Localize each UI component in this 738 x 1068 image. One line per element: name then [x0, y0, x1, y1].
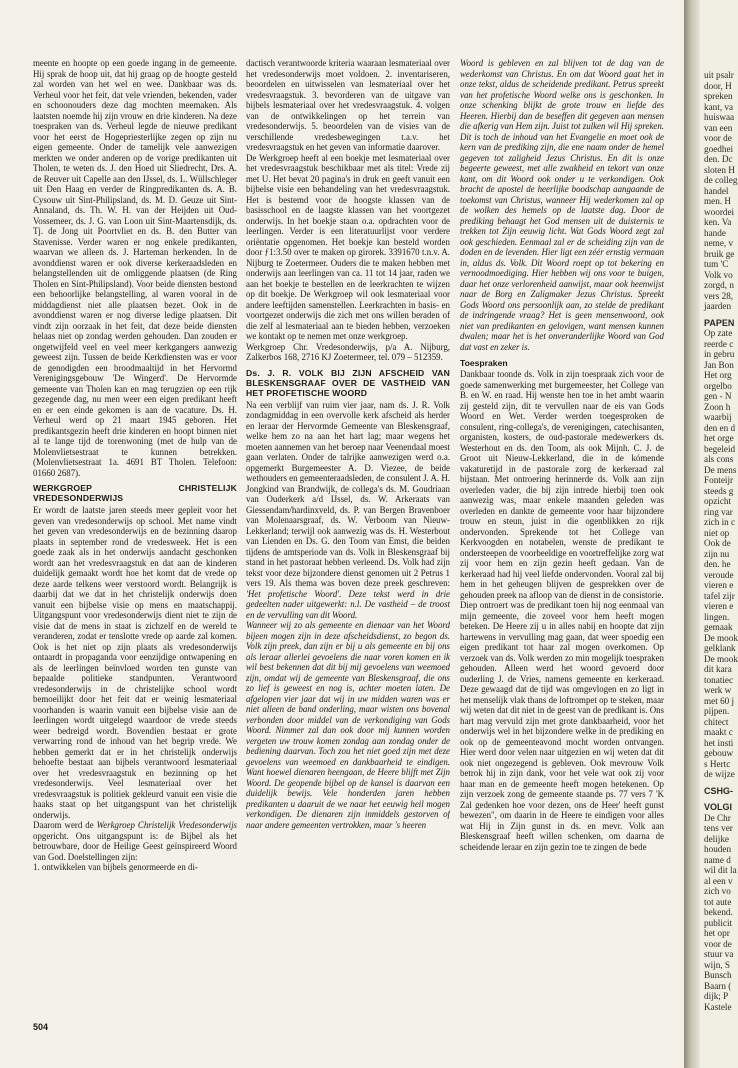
adjacent-page-fragment: veroude — [704, 569, 734, 580]
column-1-intro-paragraph: meente en hoopte op een goede ingang in de gemeente. Hij sprak de hoop uit, dat hij graag op de hoogte gesteld zal worden van het wel en wee. Dankbaar was ds. Verheul voor het feit, dat vele vrienden, bekenden, vader en schoonouders deze dag mochten meemaken. Als laatsten noemde hij zijn vrouw en drie kinderen. Na deze toespraken van ds. Verheul legde de nieuwe predikant voor het eerst de Hogepriesterlijke zegen op zijn nu eigen gemeente. Onder de tamelijk vele aanwezigen merkten we onder anderen op de vorige predikanten uit Tholen, te weten ds. J. den Hoed uit Sliedrecht, Drs. A. de Reuver uit Capelle aan den IJssel, ds. L. Wüllschleger uit Den Haag en verder de Ringpredikanten ds. A. B. Cysouw uit Sint-Philipsland, ds. M. D. Geuze uit Sint-Annaland, ds. Th. W. H. van der Heijden uit Oud-Vossemeer, ds. J. G. van Loon uit Sint-Maartensdijk, ds. Tj. de Jong uit Poortvliet en ds. B. den Butter van Stavenisse. Verder waren er nog enkele predikanten, waarvan we alleen ds. J. Harteman herkenden. In de avonddienst waren er ook diverse kerkeraadsleden en belangstellenden uit de omliggende plaatsen (de Ring Tholen en Sint-Philipsland). Voor beide diensten bestond een behoorlijke belangstelling, al waren vooral in de middagdienst niet alle plaatsen bezet. Ook in de avonddienst waren er nog diverse ledige plaatsen. Dit vindt zijn oorzaak in het feit, dat deze beide diensten helaas niet op zondag werden gehouden. Dan zouden er ongetwijfeld veel en veel meer kerkgangers aanwezig geweest zijn. Tussen de beide Kerkdiensten was er voor de genodigden een broodmaaltijd in het Hervormd Verenigingsgebouw 'De Wingerd'. De Hervormde gemeente van Tholen kan en mag terugzien op een rijk gezegende dag, nu men weer een eigen predikant heeft en er een einde gekomen is aan de vacature. Ds. H. Verheul werd op 21 maart 1945 geboren. Het predikantsgezin heeft drie kinderen en hoopt binnen niet al te lange tijd de torenwoning (met de hulp van de Molenvlietsestraat te kunnen betrekken. (Molenvlietsestraat 1a. 4691 BT Tholen. Telefoon: 01660 2687). — [33, 58, 237, 478]
adjacent-page-fragment: begeleid — [704, 443, 736, 454]
adjacent-page-fragment: s Hertc — [704, 758, 731, 769]
adjacent-page-fragment: waarbij — [704, 412, 732, 422]
adjacent-page-fragment: de colleg — [704, 175, 738, 185]
adjacent-page-fragment: orgelbo — [704, 380, 732, 391]
adjacent-page-fragment: gemaak — [704, 622, 733, 632]
adjacent-page-fragment: hande — [704, 227, 726, 238]
adjacent-page-fragment: als cons — [704, 454, 734, 464]
adjacent-page-fragment: spreken — [704, 91, 733, 101]
adjacent-page-fragment: houden — [704, 844, 732, 854]
book-gutter — [684, 0, 700, 1068]
adjacent-page-fragment: neme, v — [704, 238, 734, 248]
doelstellingen-list: dactisch verantwoorde kriteria waaraan lesmateriaal over het vredesonderwijs moet voldoen. 2. inventariseren, beoordelen en uitwisselen van lesmateriaal over het vredesvraagstuk. 3. bevorderen van de uitgave van bijbels lesmateriaal over het vredesvraagstuk. 4. volgen van de ontwikkelingen op het terrein van vredesonderwijs. 5. beoordelen van de visies van de verschillende vredesbewegingen t.a.v. het vredesvraagstuk en het geven van informatie daarover. — [246, 58, 450, 152]
adjacent-page-fragment: zorgd, n — [704, 280, 734, 290]
adjacent-page-fragment: uit psalr — [704, 70, 734, 80]
adjacent-page-fragment: handel — [704, 185, 729, 196]
adjacent-page-fragment: Volk vo — [704, 269, 733, 280]
adjacent-page-fragment: Zoon h — [704, 401, 731, 412]
adjacent-page-fragment: huiswaa — [704, 112, 735, 122]
preek-continued-paragraph: Woord is gebleven en zal blijven tot de dag van de wederkomst van Christus. En om dat Woord gaat het in onze tekst, aldus de scheidende predikant. Petrus spreekt van het profetische Woord welke ons is geschonken. In onze schenking blijkt de grote trouw en liefde des Heeren. Hierbij dan de beseffen dit gegeven aan mensen die afkerig van Hem zijn. Juist tot zulken wil Hij spreken. Dit is toch de inhoud van het Evangelie en moet ook de kern van de prediking zijn, die ene naam onder de hemel gegeven tot zaligheid Jezus Christus. En dit is onze begeerte geweest, met alle zwakheid en tekort van onze kant, om dit Woord ook onder u te verkondigen. Ook bracht de apostel de heerlijke boodschap aangaande de toekomst van Christus, wanneer Hij wederkomen zal op de wolken des hemels op de laatste dag. Door de prediking behaagt het God mensen uit de duisternis te trekken tot Zijn eeuwig licht. Wat Gods Woord zegt zal ook geschieden. Eenmaal zal er de scheiding zijn van de doden en de levenden. Hier ligt een zéér ernstig vermaan in, aldus ds. Volk. Dit Woord roept op tot bekering en vernoodmoediging. Hier hebben wij ons voor te buigen, daar het onze verlorenheid aanwijst, maar ook heenwijst naar de Borg en Zaligmaker Jezus Christus. Spreekt Gods Woord ons persoonlijk aan, zo stelde de predikant de indringende vraag? Het is geen mensenwoord, ook niet van predikanten en gelovigen, want mensen kunnen dwalen; maar het is het onveranderlijke Woord van God dat vast en zeker is. — [460, 58, 664, 352]
adjacent-page-fragment: de wijze — [704, 769, 735, 779]
adjacent-page-fragment: bekend. — [704, 907, 733, 917]
adjacent-page-fragment: vieren e — [704, 601, 734, 611]
adjacent-page-fragment: werk w — [704, 685, 732, 695]
adjacent-page-fragment: opzicht — [704, 496, 732, 506]
adjacent-page-fragment: jaarden — [704, 301, 732, 311]
adjacent-page-fragment: al een v — [704, 875, 733, 886]
adjacent-page-fragment: stuur va — [704, 949, 734, 959]
adjacent-page-fragment: het insti — [704, 737, 734, 748]
adjacent-page-fragment: tens ver — [704, 823, 733, 833]
afscheid-paragraph: Na een verblijf van ruim vier jaar, nam ds. J. R. Volk zondagmiddag in een overvolle kerk afscheid als herder en leraar der Hervormde Gemeente van Bleskensgraaf, welke hem zo na aan het hart lag; maar wegens het moeten aannemen van het beroep naar Veenendaal moest gaan verlaten. Onder de talrijke aanwezigen werd o.a. opgemerkt Burgemeester A. D. Viezee, de beide wethouders en gemeenteraadsleden, de consulent J. A. H. Jongkind van Brandwijk, de collega's ds. M. Goudriaan van Ouderkerk a/d IJssel, ds. W. Arkeraats van Giessendam/hardinxveld, ds. P. van Bergen Bravenboer van Molenaarsgraaf, ds. W. Verboom van Nieuw-Lekkerland; terwijl ook aanwezig was ds. H. Westerbout van Lienden en Ds. G. den Toom van Emst, die beiden tijdens de amtsperiode van ds. Volk in Bleskensgraaf bij stand in het pastoraat hebben verleend. Ds. Volk had zijn tekst voor deze bijzondere dienst genomen uit 2 Petrus 1 vers 19. Als thema was boven deze preek geschreven: 'Het profetische Woord'. Deze tekst werd in drie gedeelten nader uitgewerkt: n.l. De vastheid – de troost en de vervulling van dit Woord. — [246, 399, 450, 620]
adjacent-page-fragment: De mook — [704, 653, 738, 664]
adjacent-page-fragment: Baarn ( — [704, 980, 732, 991]
adjacent-page-fragment: wijn, S — [704, 959, 731, 970]
adjacent-page-fragment: Op zate — [704, 328, 733, 338]
adjacent-page-fragment: bruik ge — [704, 248, 735, 259]
adjacent-page-fragment: goedhei — [704, 143, 734, 154]
adjacent-page-fragment: chitect — [704, 716, 729, 727]
adjacent-page-fragment: van een — [704, 122, 733, 133]
adjacent-page-fragment: gebouw — [704, 748, 734, 758]
adjacent-page-fragment: voor de — [704, 133, 732, 143]
adjacent-page-fragment: vieren e — [704, 580, 734, 590]
adjacent-page-fragment: CSHG- — [704, 785, 733, 796]
adjacent-page-fragment: voor de — [704, 938, 732, 949]
adjacent-page-fragment: het opr — [704, 928, 730, 938]
vredesonderwijs-body: Er wordt de laatste jaren steeds meer gepleit voor het geven van vredesonderwijs op school. Met name vindt het geven van vredesonderwijs en de bezinning daarop plaats in september rond de vredesweek. Het is een goede zaak als in het onderwijs aandacht geschonken wordt aan het vredesvraagstuk en dat aan de kinderen duidelijk gemaakt wordt hoe het komt dat de vrede op deze aarde telkens weer verstoord wordt. Belangrijk is daarbij dat we dat in het christelijk onderwijs doen vanuit een bijbelse visie op mens en maatschappij. Uitgangspunt voor vredesonderwijs dient niet te zijn de visie dat de mens in staat is zichzelf en de wereld te veranderen, zodat er tenslotte vrede op aarde zal komen. Ook is het niet op zijn plaats als vredesonderwijs ontaardt in propaganda voor eenzijdige ontwapening en als de leerlingen beïnvloed worden ten gunste van bepaalde politieke standpunten. Verantwoord vredesonderwijs in de christelijke school wordt bemoeilijkt door het feit dat er weinig lesmateriaal voorhanden is waarin vanuit een bijbelse visie aan de leerlingen wordt uitgelegd waardoor de vrede steeds weer bedreigd wordt. Bovendien bestaat er grote verwarring rond de inhoud van het begrip vrede. We hebben gemerkt dat er in het christelijk onderwijs behoefte bestaat aan bijbels verantwoord lesmateriaal over het vredesvraagstuk en bezinning op het vredesonderwijs. Veel lesmateriaal over het vredesvraagstuk is politiek gekleurd vanuit een visie die haaks staat op het uitgangspunt van het christelijk onderwijs. — [33, 505, 237, 820]
adjacent-page-fragment: door, H — [704, 80, 732, 91]
adjacent-page-fragment: zich vo — [704, 886, 731, 896]
adjacent-page-fragment: reerde c — [704, 338, 734, 349]
vredesonderwijs-body-2: Daarom werd de Werkgroep Christelijk Vredesonderwijs opgericht. Ons uitgangspunt is: de Bijbel als het betrouwbare, door de Heilige Geest geïnspireerd Woord van God. Doelstellingen zijn: — [33, 820, 237, 862]
page-number: 504 — [33, 1022, 49, 1032]
heading-volk-afscheid: Ds. J. R. VOLK BIJ ZIJN AFSCHEID VAN BLESKENSGRAAF OVER DE VASTHEID VAN HET PROFETISCHE WOORD — [246, 367, 450, 398]
adjacent-page-fragment: name d — [704, 854, 731, 865]
adjacent-page-fragment: Fonteijr — [704, 475, 734, 485]
toespraken-paragraph-2: Diep ontroert was de predikant toen hij nog eenmaal van mijn gemeente, die zoveel voor hem heeft mogen beteken. De Heere zij u in alles nabij en hoopte dat zijn hartewens in vervulling mag gaan, dat weer spoedig een eigen predikant tot haar zal mogen overkomen. Op verzoek van ds. Volk werden zo min mogelijk toespraken gehouden. Alleen werd het woord gevoerd door ouderling J. de Vries, namens gemeente en kerkeraad. Deze gewaagd dat de tijd was omgevlogen en zo ligt in het menselijk vlak thans de loftrompet op te steken, maar wij weten dat dit niet in de geest van de predikant is. Ons hart mag vervuld zijn met grote dankbaarheid, voor het onderwijs wel in het bijzondere welke in de prediking en ook op de gemeenteavond mocht worden ontvangen. Hier werd door velen naar uitgezien en wij weten dat dit ook niet ongezegend is gebleven. Ook mevrouw Volk betrok hij in zijn dank, voor het vele wat ook zij voor haar man en de gemeente heeft mogen betekenen. Op zijn verzoek zong de gemeente staande ps. 77 vers 7 'K Zal gedenken hoe voor dezen, ons de Heer' heeft gunst bewezen", om daarin in de Heere te eindigen voor alles wat Hij in Zijn gunst in ds. en mevr. Volk aan Bleskensgraaf heeft willen schenken, om daarna de scheidende leraar en zijn gezin toe te zingen de bede — [460, 600, 664, 852]
adjacent-page-fragment: tot aute — [704, 896, 732, 907]
column-3 — [460, 58, 664, 1018]
adjacent-page-fragment: Ook de — [704, 538, 731, 548]
adjacent-page-fragment: dijk; P — [704, 991, 729, 1001]
adjacent-page-fragment: VOLGI — [704, 802, 733, 812]
adjacent-page-fragment: steeds g — [704, 485, 734, 496]
adjacent-page-fragment: Het org — [704, 370, 732, 380]
adjacent-page-fragment: maakt c — [704, 727, 733, 737]
adjacent-page-fragment: kant, va — [704, 101, 734, 112]
adjacent-page-fragment: delijke — [704, 833, 730, 844]
toespraken-paragraph: Dankbaar toonde ds. Volk in zijn toespraak zich voor de goede samenwerking met burgemeester, het College van B. en W. en raad. Hij wenste hen toe in het ambt waarin zij gesteld zijn, dit te vervullen naar de eis van Gods Woord en Wet. Verder werden toegesproken de consulent, ring-collega's, de verenigingen, catechisanten, organisten, kosters, de oud-pastorale medewerkers ds. Westerhout en ds. den Toom, als ook Mijnh. C. J. de Groot uit Nieuw-Lekkerland, die in de kómende vakaturetijd in de pastorale zorg de kerkeraad zal bijstaan. Met ontroering herinnerde ds. Volk aan zijn overleden vader, die bij zijn intrede hierbij toen ook aanwezig was, maar enkele maanden geleden was overleden en dankte de gemeente voor haar bijzondere trouw en steun, juist in die ogenblikken zo rijk ondervonden. Sprekende tot het College van Kerkvoogden en notabelen, wenste de predikant te ondersteepen de voorbeeldige en voortreffelijke zorg wat zij voor hem en zijn gezin heeft gedaan. Van de kerkeraad had hij veel liefde ondervonden. Vooral zal bij hem in het geheugen blijven de gesprekken over de gehouden preek na afloop van de dienst in de consistorie. — [460, 369, 664, 600]
adjacent-page-edge — [700, 0, 738, 1068]
adjacent-page-fragment: wil dit la — [704, 865, 737, 875]
adjacent-page-fragment: De Chr — [704, 812, 731, 823]
adjacent-page-fragment: Bunsch — [704, 970, 732, 980]
adjacent-page-fragment: Jan Bon — [704, 359, 734, 370]
adjacent-page-fragment: ken. Va — [704, 217, 732, 227]
adjacent-page-fragment: den. he — [704, 559, 731, 569]
adjacent-page-fragment: gen - N — [704, 391, 732, 401]
adjacent-page-fragment: sloten H — [704, 164, 735, 175]
adjacent-page-fragment: men. H — [704, 196, 732, 206]
heading-werkgroep-vredesonderwijs: WERKGROEP CHRISTELIJK VREDESONDERWIJS — [33, 483, 237, 503]
adjacent-page-fragment: vers 28, — [704, 290, 734, 301]
vredesonderwijs-item-1: 1. ontwikkelen van bijbels genormeerde en di- — [33, 862, 198, 872]
preek-paragraph: Wanneer wij zo als gemeente en dienaar van het Woord bijeen mogen zijn in deze afscheidsdienst, zo begon ds. Volk zijn preek, dan zijn er bij u als gemeente en bij ons als leraar allerlei gevoelens die naar voren komen en ik wil best bekennen dat dit bij mij gevoelens van weemoed zijn, omdat wij de gemeente van Bleskensgraaf, die ons zo lief is geweest en nog is, achter moeten laten. De afgelopen vier jaar dat wij in uw midden waren was er niet alleen de band onderling, maar wisten ons bovenal verbonden door middel van de verkondiging van Gods Woord. Nimmer zal dan ook door mij kunnen worden vergeten uw trouw komen zondag aan zondag onder de bediening daarvan. Toch zou het niet goed zijn met deze gevoelens van weemoed en dankbaarheid te eindigen. Want hoewel dienaren heengaan, de Heere blijft met Zijn Woord. De geopende bijbel op de kansel is daarvan een duidelijk bewijs. Vele honderden jaren hebben predikanten u daaruit de we naar het eeuwig heil mogen verkondigen. De dienaren zijn inmiddels gestorven of naar andere gemeenten vertrokken, maar 's heeren — [246, 620, 450, 830]
adjacent-page-fragment: zich in c — [704, 517, 736, 527]
adjacent-page-fragment: den en d — [704, 422, 736, 433]
column-2 — [246, 58, 450, 1018]
column-1 — [33, 58, 237, 1018]
adjacent-page-fragment: zijn nu — [704, 548, 730, 559]
adjacent-page-fragment: pijpen. — [704, 706, 730, 716]
adjacent-page-fragment: De mook — [704, 632, 738, 643]
adjacent-page-fragment: tonatiec — [704, 674, 734, 685]
adjacent-page-fragment: den. Dc — [704, 154, 733, 164]
adjacent-page-fragment: Kastele — [704, 1001, 732, 1012]
adjacent-page-fragment: dit kara — [704, 664, 732, 674]
adjacent-page-fragment: niet op — [704, 527, 730, 538]
adjacent-page-fragment: gelklank — [704, 643, 736, 653]
adjacent-page-fragment: ring var — [704, 506, 733, 517]
heading-toespraken: Toespraken — [460, 358, 508, 368]
adjacent-page-fragment: woordei — [704, 206, 735, 217]
adjacent-page-fragment: tafel zijr — [704, 590, 735, 601]
lesmateriaal-paragraph: De Werkgroep heeft al een boekje met lesmateriaal over het vredesvraagstuk beschikbaar met als titel: Vrede zij met U. Het bevat 20 pagina's in druk en geeft vanuit een bijbelse visie een behandeling van het vredesvraagstuk. Het is bestemd voor de hoogste klassen van de basisschool en de laagste klassen van het voortgezet onderwijs. In het boekje staan o.a. opdrachten voor de leerlingen. Verder is een literatuurlijst voor verdere oriëntatie opgenomen. Het boekje kan besteld worden door ƒ1:3.50 over te maken op girorek. 3391670 t.n.v. A. Nijburg te Zoetermeer. Ouders die te maken hebben met onderwijs aan leerlingen van ca. 11 tot 14 jaar, raden we aan het boekje te bestellen en de leerkrachten te wijzen op dit boekje. De Werkgroep wil ook lesmateriaal voor andere leeftijden samenstellen. Leerkrachten in basis- en voortgezet onderwijs die zich met ons willen beraden of die zelf al lesmateriaal aan te bieden hebben, verzoeken we kontakt op te nemen met onze werkgroep. — [246, 152, 450, 341]
adjacent-page-fragment: PAPEN — [704, 317, 735, 328]
adjacent-page-fragment: met 60 j — [704, 695, 735, 706]
adjacent-page-fragment: in gebru — [704, 349, 735, 359]
werkgroep-address: Werkgroep Chr. Vredesonderwijs, p/a A. Nijburg, Zalkerbos 168, 2716 KJ Zoetermeer, tel. 079 – 512359. — [246, 341, 450, 362]
adjacent-page-fragment: het orge — [704, 433, 734, 443]
adjacent-page-fragment: publicit — [704, 917, 733, 928]
adjacent-page-fragment: De mens — [704, 464, 737, 475]
adjacent-page-fragment: tum 'C — [704, 259, 729, 269]
adjacent-page-fragment: lingen. — [704, 611, 730, 622]
